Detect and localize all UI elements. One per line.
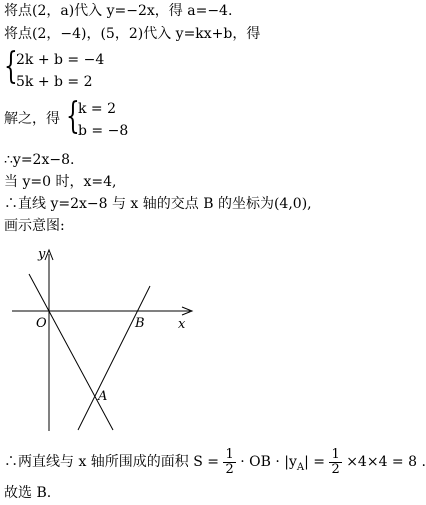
line-y-2x-minus-8 [78, 286, 150, 430]
x-axis-label: x [178, 317, 186, 332]
fraction-1-denominator: 2 [225, 461, 234, 477]
line-draw-diagram: 画示意图: [4, 218, 65, 234]
fraction-1-numerator: 1 [225, 446, 234, 462]
line-area [4, 446, 426, 484]
line-y-zero: 当 y=0 时，x=4, [4, 174, 117, 190]
brace-2: { [66, 96, 80, 137]
line-y-neg2x [29, 274, 113, 430]
fraction-half-2 [329, 448, 341, 477]
fraction-2-denominator: 2 [331, 461, 340, 477]
system-1-eq-1: 2k + b = −4 [16, 52, 105, 68]
line-answer: 故选 B. [4, 485, 52, 501]
area-suffix: ×4×4 = 8 . [346, 454, 426, 470]
area-mid-1: · OB · |y [240, 454, 297, 470]
area-subscript: A [296, 461, 305, 473]
point-b-label: B [135, 316, 145, 331]
coordinate-diagram [0, 238, 220, 433]
line-substitute-points: 将点(2，−4)，(5，2)代入 y=kx+b，得 [4, 26, 261, 42]
origin-label: O [36, 316, 47, 331]
solve-label: 解之，得 [4, 111, 60, 127]
brace-1: { [4, 46, 18, 87]
area-mid-2: | = [304, 454, 326, 470]
line-substitute-a: 将点(2，a)代入 y=−2x，得 a=−4. [4, 3, 233, 19]
system-2-eq-2: b = −8 [78, 123, 129, 139]
area-prefix: ∴两直线与 x 轴所围成的面积 S = [4, 454, 220, 470]
point-a-label: A [98, 389, 108, 404]
system-2-eq-1: k = 2 [78, 101, 117, 117]
line-y-equation: ∴y=2x−8. [4, 152, 75, 168]
fraction-half-1 [223, 448, 235, 477]
line-intersection-b: ∴直线 y=2x−8 与 x 轴的交点 B 的坐标为(4,0), [4, 196, 312, 212]
system-1-eq-2: 5k + b = 2 [16, 74, 93, 90]
fraction-2-numerator: 1 [331, 446, 340, 462]
y-axis-label: y [38, 247, 46, 262]
